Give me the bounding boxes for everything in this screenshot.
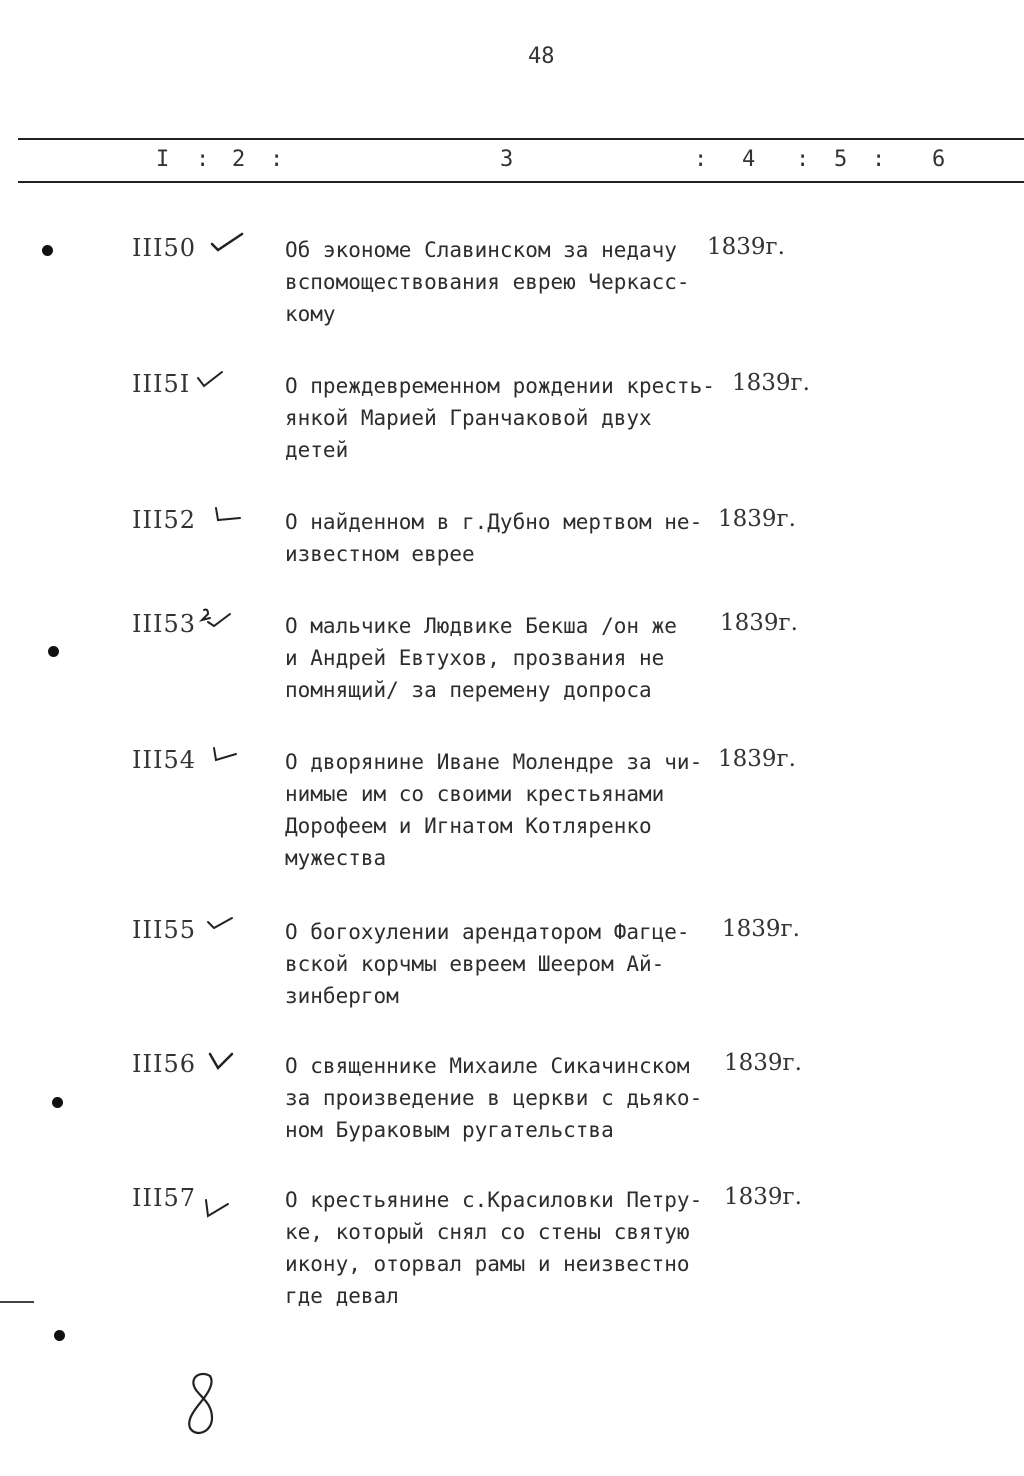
entry-year: 1839г. <box>722 916 800 942</box>
column-header-6: 6 <box>932 147 946 172</box>
column-header-5: 5 <box>834 147 848 172</box>
check-mark-icon <box>210 230 244 258</box>
entry-description: Об экономе Славинском за недачу вспомоществования еврею Черкасс- кому <box>285 238 690 326</box>
column-header-3: 3 <box>500 147 514 172</box>
entry-number: III53 <box>132 610 196 638</box>
entry-year: 1839г. <box>718 506 796 532</box>
entry-description: О священнике Михаиле Сикачинском за произведение в церкви с дьяко- ном Бураковым ругательства <box>285 1054 703 1142</box>
entry-description: О найденном в г.Дубно мертвом не- известном еврее <box>285 510 703 566</box>
entry-number: III5I <box>132 370 191 398</box>
check-mark-icon <box>200 606 234 634</box>
column-separator: : <box>796 147 810 172</box>
check-mark-icon <box>212 502 246 530</box>
column-header-1: I <box>156 147 170 172</box>
check-mark-icon <box>210 742 244 770</box>
entry-year: 1839г. <box>718 746 796 772</box>
punch-hole <box>52 1097 63 1108</box>
entry-number: III57 <box>132 1184 196 1212</box>
column-separator: : <box>196 147 210 172</box>
entry-year: 1839г. <box>724 1050 802 1076</box>
margin-dash <box>0 1301 34 1303</box>
entry-year: 1839г. <box>720 610 798 636</box>
check-mark-icon <box>204 912 238 940</box>
entry-number: III52 <box>132 506 196 534</box>
entry-number: III50 <box>132 234 196 262</box>
entry-year: 1839г. <box>724 1184 802 1210</box>
column-separator: : <box>270 147 284 172</box>
header-rule-bottom <box>18 181 1024 183</box>
punch-hole <box>48 646 59 657</box>
check-mark-icon <box>206 1046 240 1074</box>
entry-number: III56 <box>132 1050 196 1078</box>
column-separator: : <box>872 147 886 172</box>
handwritten-sheet-mark <box>182 1370 222 1440</box>
check-mark-icon <box>196 366 230 394</box>
entry-description: О преждевременном рождении кресть- янкой Марией Гранчаковой двух детей <box>285 374 715 462</box>
entry-description: О богохулении арендатором Фагце- вской корчмы евреем Шеером Ай- зинбергом <box>285 920 690 1008</box>
column-separator: : <box>694 147 708 172</box>
entry-number: III55 <box>132 916 196 944</box>
entry-description: О крестьянине с.Красиловки Петру- ке, который снял со стены святую икону, оторвал рамы и неизвестно где девал <box>285 1188 703 1308</box>
entry-description: О мальчике Людвике Бекша /он же и Андрей Евтухов, прозвания не помнящий/ за перемену допроса <box>285 614 677 702</box>
entry-description: О дворянине Иване Молендре за чи- нимые им со своими крестьянами Дорофеем и Игнатом Котляренко мужества <box>285 750 703 870</box>
entry-year: 1839г. <box>732 370 810 396</box>
punch-hole <box>54 1330 65 1341</box>
check-mark-icon <box>200 1190 234 1218</box>
entry-number: III54 <box>132 746 196 774</box>
punch-hole <box>42 245 53 256</box>
column-header-4: 4 <box>742 147 756 172</box>
header-rule-top <box>18 138 1024 140</box>
page-number: 48 <box>528 44 555 69</box>
entry-year: 1839г. <box>707 234 785 260</box>
column-header-2: 2 <box>232 147 246 172</box>
